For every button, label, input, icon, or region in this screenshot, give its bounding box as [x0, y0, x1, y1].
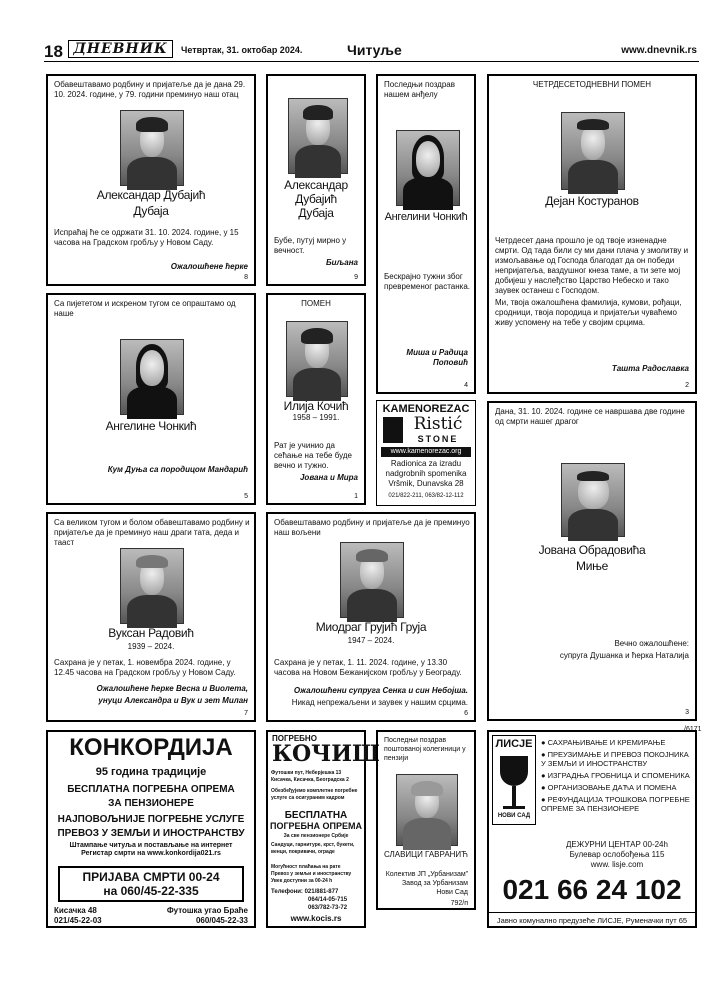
ad-line: Штампање читуља и постављање на интернет — [69, 842, 233, 849]
notice-text: Сахрана је у петак, 1. 11. 2024. године, у 13.30 часова на Новом Бежанијском гробљу у Београду. — [274, 658, 462, 677]
deceased-name: Александар — [284, 178, 348, 192]
ad-line: Сандуци, гарнитуре, крст, букети, венци, покривачи, ограде — [271, 842, 355, 855]
ad-line: ПОГРЕБНО — [272, 734, 317, 743]
ad-line: ЗА ПЕНЗИОНЕРЕ — [108, 798, 194, 809]
ristic-stone-ad — [376, 400, 476, 506]
ad-city: НОВИ САД — [497, 813, 531, 819]
ad-brand: ЛИСЈЕ — [495, 738, 533, 750]
service-item: ● ИЗГРАДЊА ГРОБНИЦА И СПОМЕНИКА — [541, 771, 690, 780]
ad-address: Футошки пут, Неберјешка 13 — [271, 770, 342, 776]
portrait-photo — [286, 321, 348, 397]
ad-line: ПРИЈАВА СМРТИ 00-24 — [82, 870, 220, 884]
notice-text: Сахрана је у петак, 1. новембра 2024. године, у 12.45 часова на Градском гробљу у Новом Саду. — [54, 658, 236, 677]
service-item: ● ОРГАНИЗОВАЊЕ ДАЋА И ПОМЕНА — [541, 783, 677, 792]
portrait-photo — [120, 110, 184, 186]
ad-line: Увек доступни за 00-24 h — [271, 878, 333, 884]
chalice-icon — [500, 756, 528, 786]
notice-intro: ПОМЕН — [301, 299, 331, 308]
portrait-photo — [340, 542, 404, 618]
service-item: ● РЕФУНДАЦИЈА ТРОШКОВА ПОГРЕБНЕ ОПРЕМЕ ЗА ПЕНЗИОНЕРЕ — [541, 795, 690, 813]
notice-number: 8 — [244, 274, 248, 281]
ad-phone: Телефони: 021/881-877 — [271, 889, 339, 895]
konkordija-ad — [46, 730, 256, 928]
notice-signature: Ожалошћене ћерке Весна и Виолета, — [96, 684, 248, 693]
life-years: 1958 – 1991. — [292, 413, 340, 422]
ad-website[interactable]: www.kocis.rs — [290, 914, 342, 923]
notice-signature: Кум Дуња са породицом Мандарић — [107, 465, 248, 474]
ad-brand: КОЧИШ — [272, 741, 380, 767]
notice-text: Бубе, путуј мирно у вечност. — [274, 236, 347, 255]
notice-text: Ми, твоја ожалошћена фамилија, кумови, рођаци, сродници, твоја породица и пријатељи чуваћемо живу успомену на тебе у својим срцима. — [495, 298, 682, 327]
notice-number: 792/п — [450, 900, 468, 907]
obituary-notice — [266, 512, 476, 722]
ad-website[interactable]: www. lisje.com — [590, 860, 644, 869]
ad-phone: 021/45-22-03 — [54, 916, 102, 925]
website-link[interactable]: www.dnevnik.rs — [621, 45, 697, 56]
obituary-notice — [46, 74, 256, 286]
ad-address: Булевар ослобођења 115 — [569, 850, 665, 859]
deceased-name: Александар Дубајић — [96, 188, 206, 202]
notice-signature: Миша и Радица Поповић — [406, 348, 468, 367]
notice-signature: супруга Душанка и ћерка Наталија — [559, 651, 689, 660]
notice-number: 7 — [244, 710, 248, 717]
obituary-notice — [487, 74, 697, 394]
notice-number: 6 — [464, 710, 468, 717]
newspaper-logo: ДНЕВНИК — [68, 40, 173, 58]
ad-line: STONE — [417, 434, 459, 444]
service-label: ИЗГРАДЊА ГРОБНИЦА И СПОМЕНИКА — [547, 771, 690, 780]
service-label: РЕФУНДАЦИЈА ТРОШКОВА ПОГРЕБНЕ ОПРЕМЕ ЗА ПЕНЗИОНЕРЕ — [541, 795, 690, 813]
ad-line: БЕСПЛАТНА ПОГРЕБНА ОПРЕМА — [67, 784, 235, 795]
life-years: 1947 – 2024. — [347, 636, 395, 645]
deceased-name: Ангелини Чонкић — [384, 211, 468, 223]
deceased-surname: Дубајић — [295, 192, 337, 206]
ad-line: НАЈПОВОЉНИЈЕ ПОГРЕБНЕ УСЛУГЕ — [57, 814, 245, 825]
deceased-name: Миодраг Грујић Груја — [315, 620, 427, 634]
notice-signature: Биљана — [325, 258, 358, 267]
life-years: 1939 – 2024. — [127, 642, 175, 651]
ad-line: ПОГРЕБНА ОПРЕМА — [269, 821, 363, 831]
portrait-photo — [288, 98, 348, 174]
ad-line: KAMENOREZAC — [382, 403, 470, 415]
notice-signature: Вечно ожалошћене: — [614, 639, 689, 648]
notice-signature: унуци Александра и Вук и зет Милан — [98, 696, 248, 705]
ad-line: 95 година традиције — [95, 766, 207, 778]
notice-text: Четрдесет дана прошло је од твоје изненадне смрти. Од тада били су ми дани плача у змолитву и измољавање од Господа благодат да он победи непријатеља, ваздушног кнеза таме, а ти зете мој добијеш у наслеђство Царство Небеско и тако заувек останеш с Господом. — [495, 236, 689, 295]
ad-line: За све пензионере Србије — [283, 833, 349, 839]
ad-line: nadgrobnih spomenika — [385, 469, 467, 478]
notice-intro: Последњи поздрав поштованој колегиници у пензији — [384, 737, 466, 762]
obituary-notice — [376, 74, 476, 394]
portrait-photo — [396, 774, 458, 846]
chalice-stem — [512, 786, 516, 806]
notice-text: Рат је учинио да сећање на тебе буде вечно и тужно. — [274, 441, 352, 470]
ad-footer: Јавно комунално предузеће ЛИСЈЕ, Руменачки пут 65 — [496, 916, 688, 925]
ad-line: Обезбеђујемо комплетне погребне услуге са осигураним кадром — [271, 788, 358, 801]
service-label: ОРГАНИЗОВАЊЕ ДАЋА И ПОМЕНА — [547, 783, 677, 792]
notice-text: Испраћај ће се одржати 31. 10. 2024. године, у 15 часова на Градском гробљу у Новом Саду. — [54, 228, 239, 247]
service-label: ПРЕУЗИМАЊЕ И ПРЕВОЗ ПОКОЈНИКА У ЗЕМЉИ И ИНОСТРАНСТВУ — [541, 750, 689, 768]
deceased-nickname: Дубаја — [133, 204, 169, 218]
notice-signature: Јована и Мира — [299, 473, 358, 482]
stone-logo-icon — [383, 417, 403, 443]
notice-signature: Никад непрежаљени и заувек у нашим срцима. — [291, 698, 468, 707]
service-label: САХРАЊИВАЊЕ И КРЕМИРАЊЕ — [547, 738, 666, 747]
chalice-base — [503, 806, 525, 809]
notice-signature: Завод за Урбанизам — [401, 880, 468, 887]
ad-line: ДЕЖУРНИ ЦЕНТАР 00-24h — [566, 840, 668, 849]
ad-phone: на 060/45-22-335 — [103, 884, 199, 898]
service-item: ● САХРАЊИВАЊЕ И КРЕМИРАЊЕ — [541, 738, 666, 747]
obituary-notice — [266, 293, 366, 505]
notice-intro: Обавештавамо родбину и пријатеље да је дана 29. 10. 2024. године, у 79. години преминуо наш отац — [54, 80, 246, 99]
ad-line: Radionica za izradu — [390, 459, 462, 468]
notice-text: Бескрајно тужни због превременог растанка. — [384, 272, 471, 291]
ad-phone: 021 66 24 102 — [502, 874, 682, 905]
notice-number: 1 — [354, 493, 358, 500]
ad-phone: 021/822-211, 063/82-12-112 — [388, 493, 464, 499]
section-title: Читуље — [347, 42, 402, 58]
deceased-nickname: Дубаја — [298, 206, 334, 220]
deceased-name: СЛАВИЦИ ГАВРАНИЋ — [383, 850, 469, 859]
ad-line: БЕСПЛАТНА — [284, 810, 348, 821]
portrait-photo — [561, 463, 625, 537]
ad-code: /6171 — [684, 726, 702, 733]
ad-phone: 064/14-05-715 — [308, 897, 348, 903]
notice-intro: Последњи поздрав нашем анђелу — [384, 80, 455, 99]
deceased-name: Вуксан Радовић — [108, 626, 194, 640]
notice-signature: Ташта Радославка — [611, 364, 689, 373]
notice-signature: Нови Сад — [436, 889, 468, 896]
notice-intro: Са великом тугом и болом обавештавамо родбину и пријатеље да је преминуо наш драги тата, деда и тааст — [54, 518, 250, 547]
notice-signature: Ожалошћени супруга Сенка и син Небојша. — [293, 686, 468, 695]
notice-number: 9 — [354, 274, 358, 281]
notice-intro: Обавештавамо родбину и пријатеље да је преминуо наш вољени — [274, 518, 470, 537]
notice-intro: Дана, 31. 10. 2024. године се навршава две године од смрти нашег драгог — [495, 407, 685, 426]
ad-line: Могућност плаћања на рате — [271, 864, 341, 870]
deceased-name: Дејан Костуранов — [545, 194, 639, 208]
ad-line: ПРЕВОЗ У ЗЕМЉИ И ИНОСТРАНСТВУ — [57, 828, 245, 839]
portrait-photo — [561, 112, 625, 190]
portrait-photo — [120, 548, 184, 624]
ad-phone: 060/045-22-33 — [195, 916, 248, 925]
notice-number: 4 — [464, 382, 468, 389]
notice-number: 2 — [685, 382, 689, 389]
obituary-notice — [376, 730, 476, 910]
lisje-logo — [492, 735, 536, 825]
ad-line: Регистар смрти на www.konkordija021.rs — [81, 850, 221, 857]
service-item: ● ПРЕУЗИМАЊЕ И ПРЕВОЗ ПОКОЈНИКА У ЗЕМЉИ И ИНОСТРАНСТВУ — [541, 750, 689, 768]
obituary-notice — [46, 293, 256, 505]
ad-brand: Ristić — [413, 414, 463, 434]
ad-line: Превоз у земљи и иностранству — [271, 871, 352, 877]
notice-signature: Ожалошћене ћерке — [170, 262, 248, 271]
ad-address: Кисачка, Кисачка, Београдска 2 — [271, 777, 349, 783]
notice-intro: Са пијететом и искреном тугом се опраштамо од наше — [54, 299, 236, 318]
phone-box — [58, 866, 244, 902]
portrait-photo — [396, 130, 460, 206]
notice-intro: ЧЕТРДЕСЕТОДНЕВНИ ПОМЕН — [532, 80, 652, 89]
portrait-photo — [120, 339, 184, 415]
notice-number: 5 — [244, 493, 248, 500]
divider — [489, 912, 695, 913]
deceased-name: Илија Кочић — [283, 399, 349, 413]
kocis-ad — [266, 730, 380, 928]
ad-phone: 063/782-73-72 — [308, 905, 348, 911]
obituary-notice — [266, 74, 366, 286]
ad-line: Vršmik, Dunavska 28 — [388, 479, 464, 488]
deceased-name: Јована Обрадовића — [538, 543, 646, 557]
deceased-nickname: Миње — [576, 559, 608, 573]
lisje-ad — [487, 730, 697, 928]
notice-signature: Колектив ЈП „Урбанизам” — [385, 871, 468, 878]
ad-address: Кисачка 48 — [54, 906, 97, 915]
ad-website[interactable]: www.kamenorezac.org — [381, 447, 471, 457]
obituary-notice — [487, 401, 697, 721]
notice-number: 3 — [685, 709, 689, 716]
issue-date: Четвртак, 31. октобар 2024. — [181, 45, 303, 55]
ad-address: Футошка угао Браће — [166, 906, 248, 915]
deceased-name: Ангелине Чонкић — [105, 419, 197, 433]
page-number: 18 — [44, 42, 63, 61]
ad-brand: КОНКОРДИЈА — [69, 734, 233, 761]
page-header — [44, 40, 699, 62]
obituary-notice — [46, 512, 256, 722]
